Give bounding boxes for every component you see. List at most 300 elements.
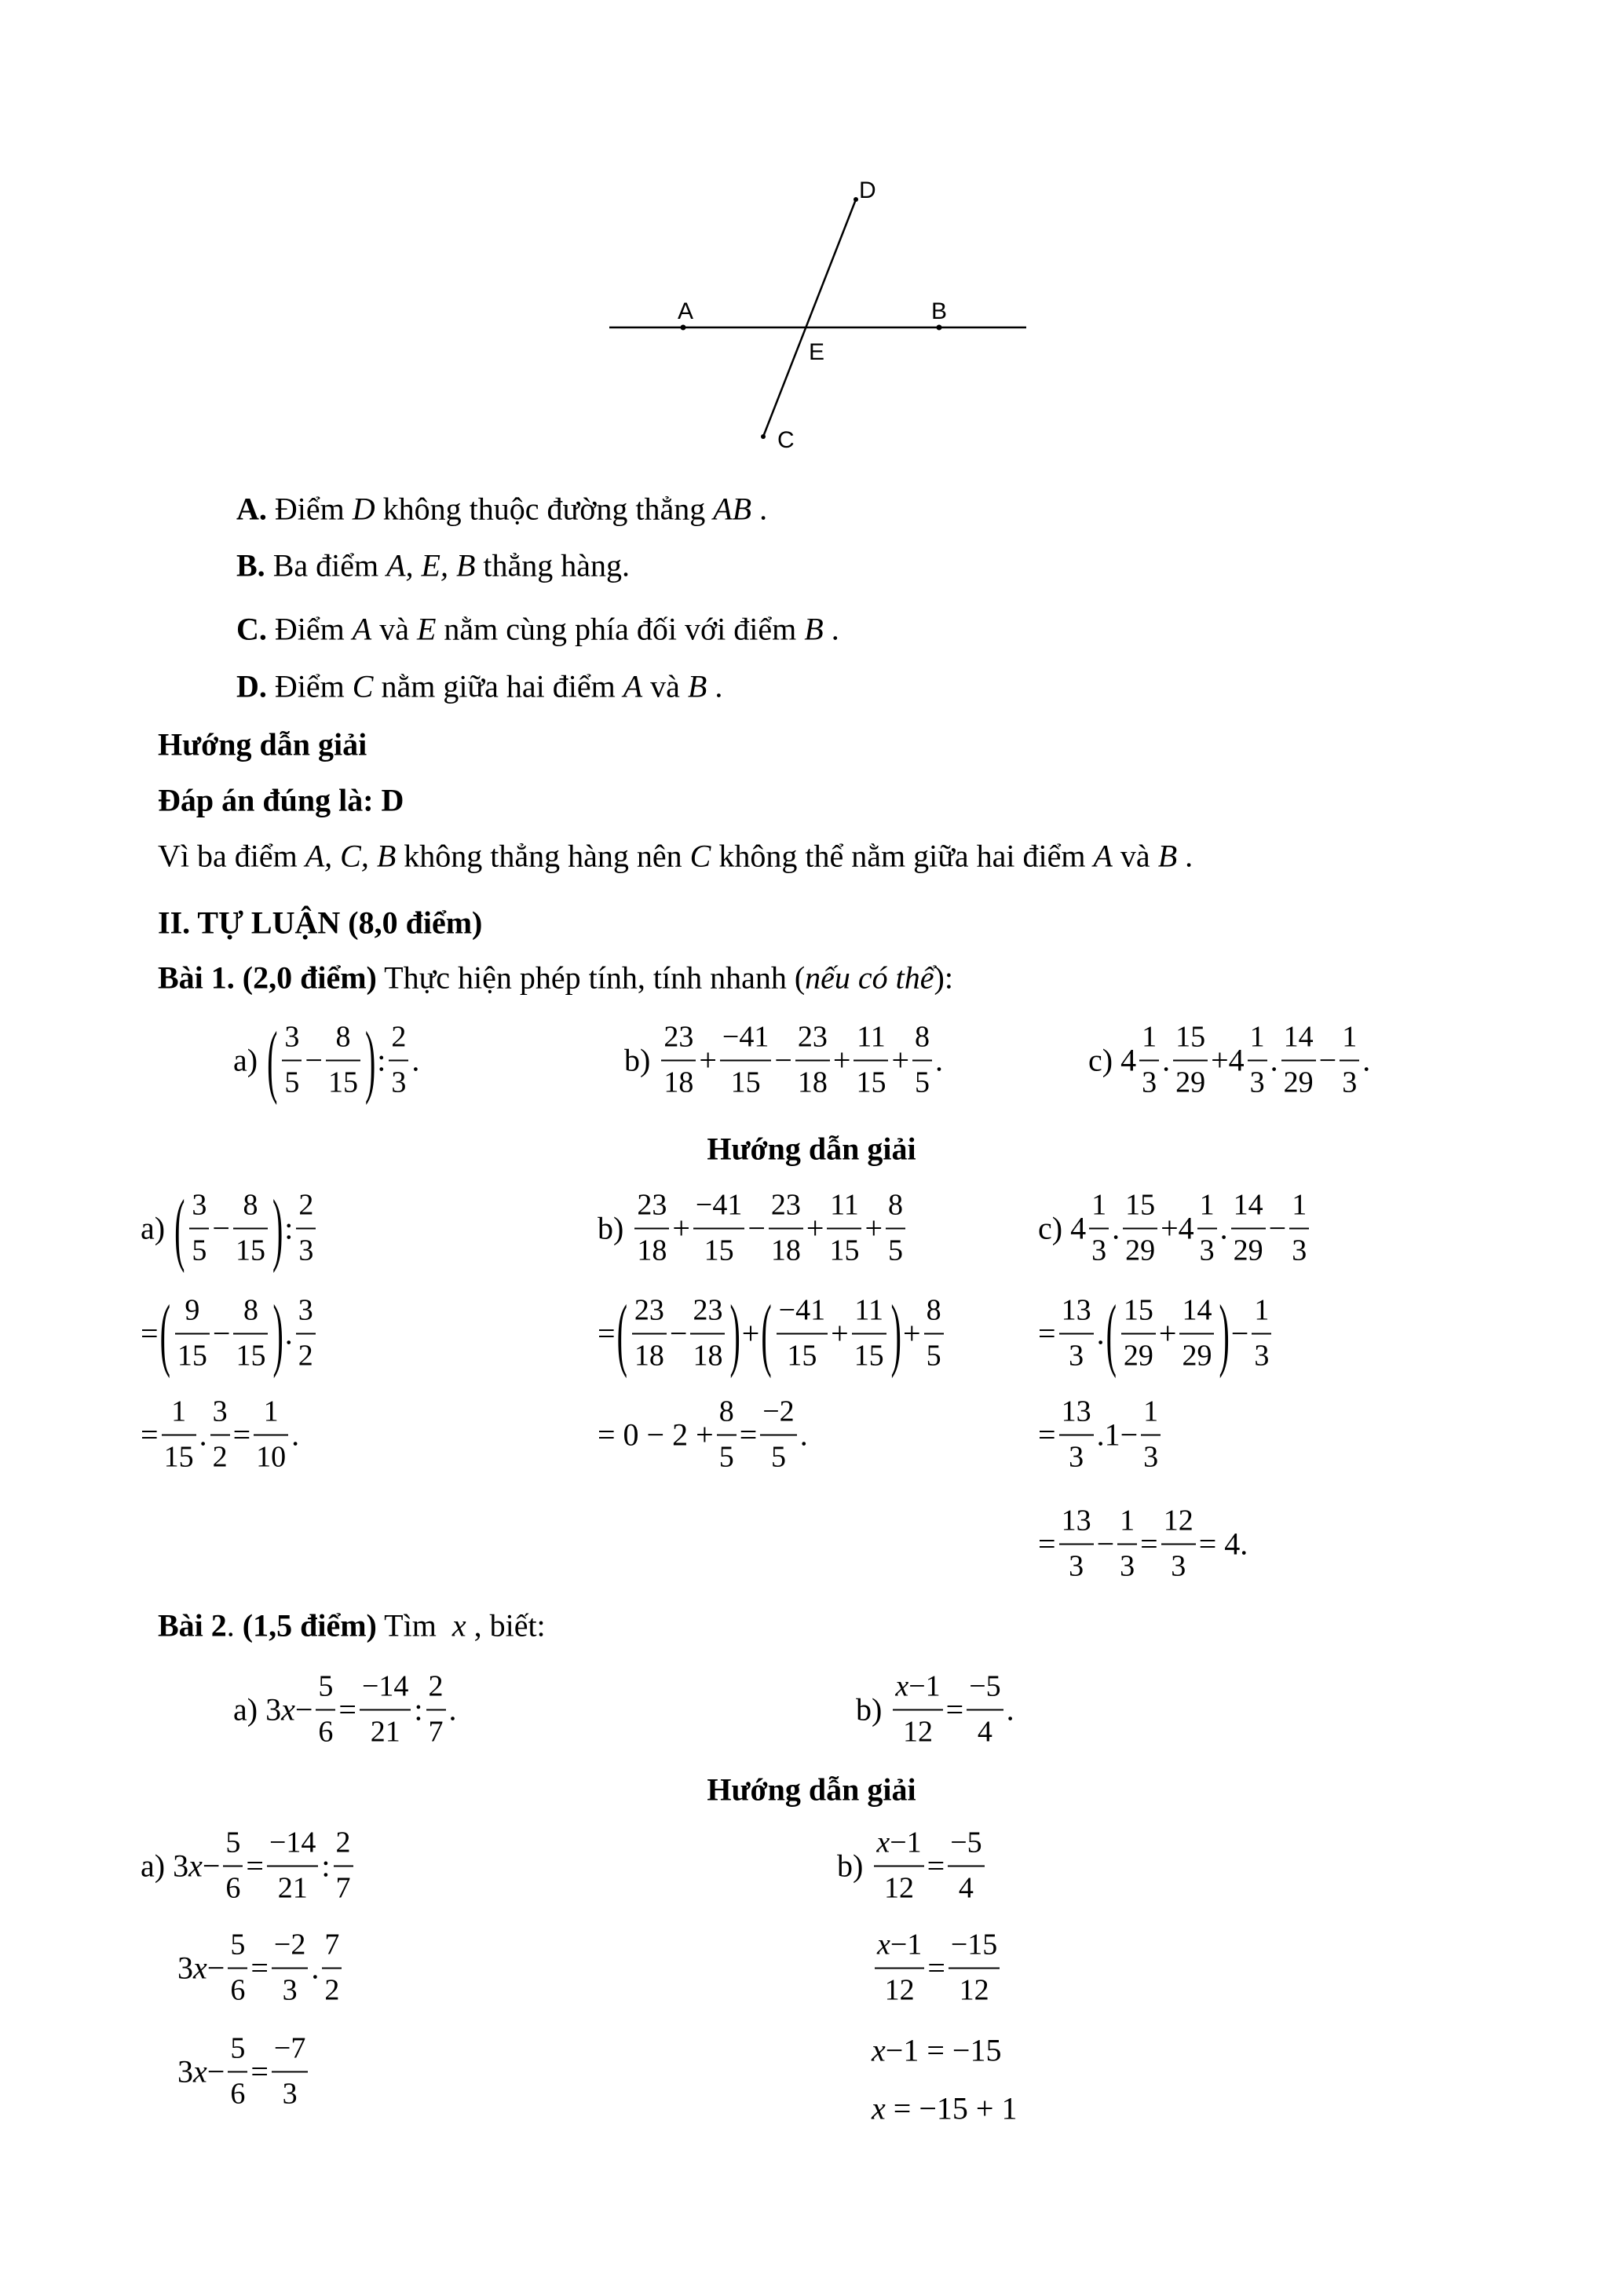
text-run: 3 <box>1069 1339 1084 1372</box>
fraction-denominator <box>795 1059 830 1102</box>
text-run: 3 <box>298 1234 314 1267</box>
fraction-numerator <box>1340 1019 1359 1060</box>
text-run: 13 <box>1061 1395 1091 1428</box>
fraction <box>1197 1187 1217 1270</box>
text-run: = 0 − 2 + <box>598 1417 714 1453</box>
fraction-numerator <box>1231 1187 1266 1228</box>
fraction-numerator <box>1289 1187 1309 1228</box>
italic-variable: nếu có thể <box>805 960 934 996</box>
text-run: 1 <box>1091 1188 1107 1222</box>
text-run: +4 <box>1211 1042 1245 1078</box>
fraction-numerator <box>661 1019 696 1060</box>
text-run: 18 <box>693 1339 723 1372</box>
text-run: 3 <box>192 1188 207 1222</box>
text-run: 18 <box>637 1234 667 1267</box>
text-run: 3 <box>1120 1549 1135 1582</box>
fraction-denominator <box>1141 1434 1161 1476</box>
bai2-sol-a-2 <box>177 1927 345 2009</box>
text-run: 15 <box>730 1066 761 1099</box>
fraction <box>632 1292 667 1375</box>
text-run: 3 <box>177 1950 193 1986</box>
fraction <box>1141 1394 1161 1476</box>
text-run: 7 <box>335 1871 351 1904</box>
fraction <box>717 1394 737 1476</box>
text-run: −5 <box>969 1669 1001 1703</box>
bold-text: Đáp án đúng là: D <box>158 782 404 818</box>
parenthesized-group <box>265 1014 377 1106</box>
bai1-guide-heading <box>0 1131 1623 1168</box>
fraction-numerator <box>182 1292 202 1333</box>
bai1-sol-b-3 <box>598 1394 808 1476</box>
fraction-numerator <box>795 1019 830 1060</box>
fraction-numerator <box>1197 1187 1217 1228</box>
fraction-numerator <box>760 1394 796 1435</box>
fraction <box>272 2031 308 2113</box>
text-run: 18 <box>634 1339 664 1372</box>
text-run: 5 <box>192 1234 207 1267</box>
fraction-denominator <box>1089 1227 1109 1270</box>
label-e: E <box>809 339 825 365</box>
option-a <box>236 491 767 528</box>
text-run: 13 <box>1061 1504 1091 1537</box>
fraction-denominator <box>210 1434 230 1476</box>
fraction-numerator <box>854 1019 888 1060</box>
geometry-diagram <box>0 0 1623 487</box>
fraction-numerator <box>634 1187 669 1228</box>
bai2-sol-b-1 <box>837 1825 988 1907</box>
text-run: − <box>748 1210 766 1246</box>
parenthesized-group <box>159 1287 285 1380</box>
text-run: 29 <box>1123 1339 1153 1372</box>
text-run: 12 <box>1163 1504 1193 1537</box>
bai1-title <box>158 960 953 996</box>
fraction-numerator <box>886 1187 905 1228</box>
fraction <box>720 1019 771 1102</box>
fraction <box>316 1669 335 1751</box>
text-run: và <box>1112 838 1158 874</box>
text-run: −41 <box>778 1293 826 1327</box>
text-run: 12 <box>883 1871 914 1904</box>
fraction-numerator <box>949 1927 1000 1968</box>
fraction-numerator <box>875 1927 924 1968</box>
bai1-sol-c-4 <box>1038 1503 1248 1585</box>
fraction-denominator <box>272 1967 308 2009</box>
fraction-numerator <box>333 1019 353 1060</box>
fraction-denominator <box>886 1227 905 1270</box>
parenthesized-group <box>173 1182 284 1274</box>
fraction-numerator <box>1117 1503 1137 1544</box>
text-run: 5 <box>926 1339 941 1372</box>
text-run: nằm cùng phía đối với điểm <box>436 611 805 647</box>
fraction-denominator <box>1139 1059 1159 1102</box>
text-run: 1 <box>1143 1395 1159 1428</box>
fraction <box>1059 1292 1094 1375</box>
text-run: 3 <box>1292 1234 1307 1267</box>
fraction <box>426 1669 446 1751</box>
text-run: Vì ba điểm <box>158 838 305 874</box>
text-run: 3 <box>1143 1440 1159 1473</box>
fraction <box>326 1019 360 1102</box>
fraction-numerator <box>228 1927 247 1968</box>
text-run: Thực hiện phép tính, tính nhanh ( <box>376 960 806 996</box>
fraction-denominator <box>282 1059 302 1102</box>
text-run: không thể nằm giữa hai điểm <box>711 838 1094 874</box>
left-paren: ( <box>159 1287 170 1380</box>
fraction <box>769 1187 803 1270</box>
fraction-denominator <box>1121 1333 1156 1375</box>
fraction <box>661 1019 696 1102</box>
fraction-numerator <box>769 1187 803 1228</box>
fraction-numerator <box>693 1187 744 1228</box>
bold-text: Hướng dẫn giải <box>707 1771 916 1808</box>
text-run: 21 <box>277 1871 308 1904</box>
text-run: 3 <box>177 2053 193 2089</box>
italic-variable: A, C, B <box>305 838 397 874</box>
fraction-numerator <box>296 1187 316 1228</box>
fraction-numerator <box>1248 1019 1267 1060</box>
text-run: 5 <box>770 1440 786 1473</box>
bold-text: Bài 1. (2,0 điểm) <box>158 960 377 996</box>
fraction-denominator <box>1117 1543 1137 1585</box>
italic-variable: x <box>193 1950 207 1986</box>
text-run: . <box>1006 1691 1014 1727</box>
text-run: = 4. <box>1198 1526 1248 1562</box>
bai1-sol-b-2 <box>598 1287 947 1380</box>
bold-text: D. <box>236 668 267 704</box>
bold-text: Hướng dẫn giải <box>158 726 367 762</box>
text-run: không thuộc đường thẳng <box>375 491 714 527</box>
text-run: = <box>598 1315 616 1351</box>
text-run: 3 <box>1069 1440 1084 1473</box>
fraction <box>175 1292 210 1375</box>
text-run: −7 <box>273 2031 306 2065</box>
left-paren: ( <box>174 1182 185 1274</box>
fraction-numerator <box>240 1187 260 1228</box>
fraction <box>777 1292 828 1375</box>
text-run: 23 <box>693 1293 723 1327</box>
text-run: + <box>672 1210 690 1246</box>
fraction-denominator <box>634 1227 669 1270</box>
text-run: + <box>831 1315 849 1351</box>
text-run: 2 <box>212 1440 228 1473</box>
text-run: 6 <box>318 1715 334 1748</box>
fraction-denominator <box>717 1434 737 1476</box>
fraction-denominator <box>233 1333 268 1375</box>
text-run: 23 <box>770 1188 801 1222</box>
fraction-denominator <box>760 1434 796 1476</box>
fraction-denominator <box>893 1709 942 1751</box>
text-run: 1 <box>263 1395 279 1428</box>
fraction-denominator <box>254 1434 288 1476</box>
fraction-denominator <box>233 1227 268 1270</box>
bai2-sol-b-3 <box>872 2032 1001 2069</box>
text-run: 15 <box>177 1339 207 1372</box>
fraction-denominator <box>1123 1227 1157 1270</box>
text-run: −1 <box>890 1928 923 1961</box>
fraction <box>634 1187 669 1270</box>
text-run: 15 <box>235 1234 265 1267</box>
correct-answer <box>158 782 404 819</box>
text-run: 3 <box>391 1066 407 1099</box>
text-run: 8 <box>243 1188 258 1222</box>
text-run: 8 <box>335 1020 351 1054</box>
bai1-problem-b <box>624 1019 943 1102</box>
fraction-numerator <box>1121 1292 1156 1333</box>
text-run: −15 <box>950 1928 998 1961</box>
text-run: − <box>669 1315 688 1351</box>
text-run: 2 <box>335 1826 351 1859</box>
text-run: . <box>199 1417 207 1453</box>
text-run: 3 <box>284 1020 300 1054</box>
italic-variable: B <box>1157 838 1178 874</box>
fraction-numerator <box>924 1292 944 1333</box>
text-run: 3 <box>282 1973 298 2006</box>
fraction-numerator <box>1252 1292 1271 1333</box>
right-paren: ) <box>272 1182 283 1274</box>
fraction-denominator <box>389 1059 408 1102</box>
text-run: 5 <box>915 1066 930 1099</box>
fraction-numerator <box>261 1394 281 1435</box>
text-run: : <box>321 1848 331 1884</box>
fraction-denominator <box>1252 1333 1271 1375</box>
fraction-numerator <box>389 1019 408 1060</box>
fraction-numerator <box>282 1019 302 1060</box>
italic-variable: x <box>877 1928 890 1961</box>
fraction-denominator <box>223 1865 243 1907</box>
italic-variable: x <box>895 1669 909 1703</box>
text-run: = <box>250 1950 269 1986</box>
fraction <box>223 1825 243 1907</box>
text-run: 11 <box>830 1188 859 1222</box>
text-run: b) <box>598 1210 632 1246</box>
point-a <box>681 325 686 331</box>
text-run: 5 <box>284 1066 300 1099</box>
text-run: 8 <box>888 1188 904 1222</box>
text-run: 6 <box>225 1871 241 1904</box>
fraction <box>795 1019 830 1102</box>
option-b <box>236 547 630 584</box>
text-run: 8 <box>243 1293 258 1327</box>
text-run: 14 <box>1283 1020 1314 1054</box>
left-paren: ( <box>761 1287 772 1380</box>
text-run: . <box>935 1042 944 1078</box>
text-run: 3 <box>1342 1066 1358 1099</box>
text-run: − <box>774 1042 792 1078</box>
text-run: = <box>945 1691 964 1727</box>
text-run: 11 <box>857 1020 886 1054</box>
text-run: : <box>284 1210 294 1246</box>
fraction-denominator <box>1197 1227 1217 1270</box>
text-run: . <box>823 611 839 647</box>
text-run: 14 <box>1182 1293 1212 1327</box>
text-run: 29 <box>1125 1234 1156 1267</box>
text-run: . <box>1270 1042 1278 1078</box>
text-run: = <box>232 1417 251 1453</box>
text-run: 3 <box>282 2077 298 2110</box>
fraction <box>967 1669 1003 1751</box>
text-run: 3 <box>1171 1549 1186 1582</box>
fraction <box>1089 1187 1109 1270</box>
italic-variable: A <box>352 611 372 647</box>
fraction-denominator <box>924 1333 944 1375</box>
right-paren: ) <box>1219 1287 1230 1380</box>
text-run: + <box>832 1042 851 1078</box>
text-run: = <box>1038 1526 1056 1562</box>
text-run: − <box>1230 1315 1249 1351</box>
fraction-numerator <box>360 1669 411 1709</box>
parenthesized-group <box>759 1287 903 1380</box>
text-run: +4 <box>1161 1210 1194 1246</box>
parenthesized-group <box>1105 1287 1231 1380</box>
fraction <box>1231 1187 1266 1270</box>
bold-text: Bài 2 <box>158 1607 227 1643</box>
left-paren: ( <box>267 1014 278 1106</box>
fraction-denominator <box>1289 1227 1309 1270</box>
fraction-denominator <box>296 1333 316 1375</box>
fraction-denominator <box>334 1865 353 1907</box>
bai1-sol-b-1 <box>598 1187 908 1270</box>
fraction <box>296 1187 316 1270</box>
fraction <box>322 1927 342 2009</box>
italic-variable: AB <box>713 491 752 527</box>
fraction-numerator <box>1281 1019 1316 1060</box>
text-run: . <box>284 1315 293 1351</box>
text-run: Điểm <box>266 611 353 647</box>
bai1-problem-c <box>1088 1019 1370 1102</box>
italic-variable: A <box>1093 838 1113 874</box>
bold-text: (1,5 điểm) <box>242 1607 377 1643</box>
fraction <box>1059 1394 1094 1476</box>
text-run: 1 <box>1249 1020 1265 1054</box>
fraction-denominator <box>322 1967 342 2009</box>
bai1-sol-c-2 <box>1038 1287 1274 1380</box>
fraction <box>1248 1019 1267 1102</box>
fraction-numerator <box>632 1292 667 1333</box>
fraction <box>334 1825 353 1907</box>
text-run: 3 <box>1199 1234 1215 1267</box>
text-run: 5 <box>718 1440 734 1473</box>
text-run: 1 <box>1142 1020 1157 1054</box>
fraction <box>162 1394 196 1476</box>
text-run: .1− <box>1096 1417 1139 1453</box>
fraction <box>827 1187 861 1270</box>
text-run: − <box>207 2053 225 2089</box>
fraction-denominator <box>693 1227 744 1270</box>
right-paren: ) <box>364 1014 376 1106</box>
text-run: 29 <box>1233 1234 1263 1267</box>
bai1-sol-c-1 <box>1038 1187 1312 1270</box>
fraction <box>874 1825 923 1907</box>
fraction <box>1252 1292 1271 1375</box>
fraction-numerator <box>852 1292 886 1333</box>
text-run: −14 <box>361 1669 409 1703</box>
text-run: − <box>305 1042 323 1078</box>
fraction-numerator <box>272 2031 308 2071</box>
italic-variable: x <box>872 2032 886 2068</box>
bold-text: C. <box>236 611 267 647</box>
point-b <box>937 325 942 331</box>
text-run: 12 <box>884 1973 915 2006</box>
fraction-denominator <box>1281 1059 1316 1102</box>
fraction-denominator <box>948 1865 984 1907</box>
text-run: 3 <box>298 1293 313 1327</box>
line-cd <box>763 199 856 437</box>
bold-text: B. <box>236 547 265 583</box>
fraction <box>1117 1503 1137 1585</box>
text-run: −41 <box>722 1020 769 1054</box>
text-run: . <box>1362 1042 1371 1078</box>
fraction <box>1179 1292 1214 1375</box>
text-run: 6 <box>230 1973 246 2006</box>
text-run: c) 4 <box>1088 1042 1137 1078</box>
label-a: A <box>678 298 694 324</box>
fraction-denominator <box>272 2071 308 2113</box>
text-run: 15 <box>1125 1188 1156 1222</box>
fraction-denominator <box>1059 1543 1094 1585</box>
italic-variable: B <box>687 668 707 704</box>
explanation <box>158 838 1193 875</box>
text-run: 4 <box>977 1715 992 1748</box>
fraction-numerator <box>223 1825 243 1866</box>
text-run: 3 <box>1091 1234 1107 1267</box>
fraction-denominator <box>874 1865 923 1907</box>
fraction <box>1123 1187 1157 1270</box>
text-run: . <box>1177 838 1193 874</box>
text-run: 15 <box>854 1339 884 1372</box>
fraction-numerator <box>189 1187 209 1228</box>
text-run: . <box>1162 1042 1171 1078</box>
fraction-numerator <box>296 1292 316 1333</box>
fraction <box>693 1187 744 1270</box>
guide-heading <box>158 726 367 763</box>
fraction-denominator <box>1231 1227 1266 1270</box>
fraction-numerator <box>893 1669 942 1709</box>
text-run: 5 <box>888 1234 904 1267</box>
italic-variable: x <box>451 1607 466 1643</box>
text-run: − <box>202 1848 221 1884</box>
text-run: + <box>865 1210 883 1246</box>
italic-variable: D <box>352 491 375 527</box>
text-run: + <box>1158 1315 1177 1351</box>
fraction-denominator <box>875 1967 924 2009</box>
text-run: = <box>927 1950 945 1986</box>
text-run: + <box>806 1210 824 1246</box>
fraction-numerator <box>1161 1503 1196 1544</box>
text-run: 8 <box>718 1395 734 1428</box>
fraction <box>1281 1019 1316 1102</box>
point-c <box>761 434 766 439</box>
fraction-denominator <box>690 1333 725 1375</box>
bai2-sol-a-1 <box>141 1825 356 1907</box>
text-run: Tìm <box>376 1607 452 1643</box>
fraction-numerator <box>1059 1503 1094 1544</box>
fraction-denominator <box>827 1227 861 1270</box>
fraction-numerator <box>272 1927 308 1968</box>
fraction-denominator <box>360 1709 411 1751</box>
text-run: 15 <box>327 1066 358 1099</box>
text-run: và <box>371 611 417 647</box>
section-title <box>158 905 482 941</box>
fraction-numerator <box>322 1927 342 1968</box>
text-run: a) <box>141 1210 174 1246</box>
fraction <box>690 1292 725 1375</box>
text-run: 15 <box>787 1339 817 1372</box>
text-run: −2 <box>273 1928 306 1961</box>
text-run: − <box>212 1315 231 1351</box>
italic-variable: A <box>623 668 643 704</box>
text-run: a) <box>233 1042 266 1078</box>
fraction-denominator <box>852 1333 886 1375</box>
